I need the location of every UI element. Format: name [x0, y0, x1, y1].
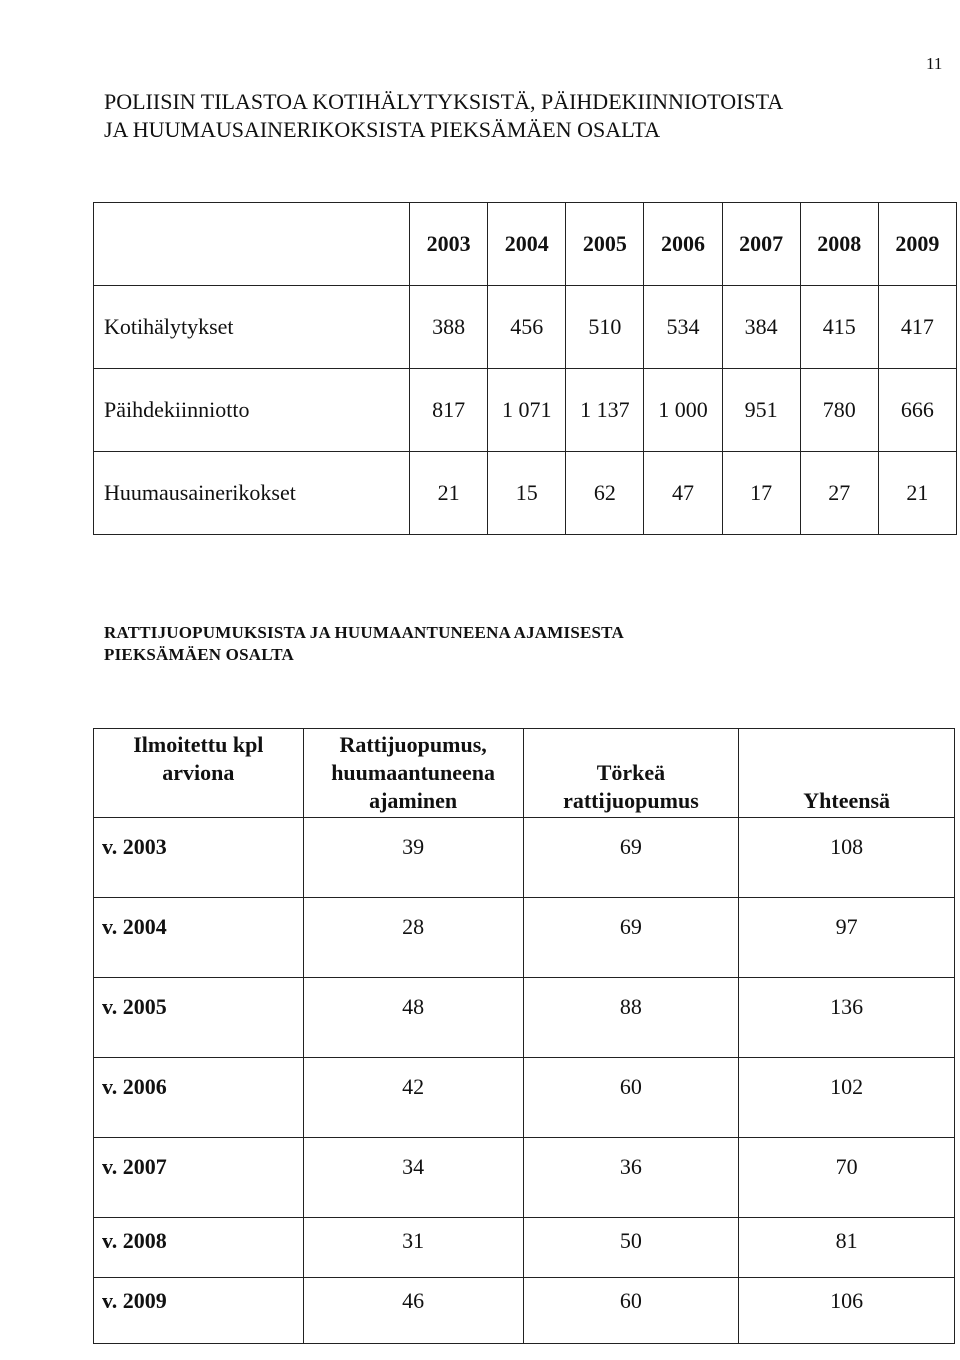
table-cell: 780 — [800, 369, 878, 452]
table-cell: 39 — [303, 818, 523, 898]
row-year: v. 2005 — [94, 978, 304, 1058]
table-cell: 1 000 — [644, 369, 722, 452]
table-header-row — [94, 729, 955, 818]
table-cell: 50 — [523, 1218, 739, 1278]
page-number: 11 — [926, 54, 943, 73]
table-cell: 60 — [523, 1278, 739, 1344]
table-row — [94, 1058, 955, 1138]
table-row — [94, 1218, 955, 1278]
table-cell: 47 — [644, 452, 722, 535]
table-cell: 534 — [644, 286, 722, 369]
police-statistics-table — [93, 202, 957, 535]
table-cell: 62 — [566, 452, 644, 535]
table-cell: 81 — [739, 1218, 955, 1278]
year-header: 2009 — [878, 203, 956, 286]
table-cell: 28 — [303, 898, 523, 978]
table-header-row — [94, 203, 957, 286]
table-row — [94, 1138, 955, 1218]
header-text: Ilmoitettu kpl — [133, 732, 264, 757]
table-cell: 388 — [410, 286, 488, 369]
table-cell: 70 — [739, 1138, 955, 1218]
year-header: 2003 — [410, 203, 488, 286]
header-total: Yhteensä — [739, 729, 955, 818]
row-year: v. 2006 — [94, 1058, 304, 1138]
row-label: Huumausainerikokset — [94, 452, 410, 535]
row-label: Päihdekiinniotto — [94, 369, 410, 452]
row-year: v. 2003 — [94, 818, 304, 898]
table-cell: 106 — [739, 1278, 955, 1344]
table-cell: 17 — [722, 452, 800, 535]
table-cell: 136 — [739, 978, 955, 1058]
table-row — [94, 369, 957, 452]
table-cell: 42 — [303, 1058, 523, 1138]
header-text: Törkeä — [596, 760, 666, 785]
table-cell: 817 — [410, 369, 488, 452]
drunk-driving-table — [93, 728, 955, 1344]
table-cell: 102 — [739, 1058, 955, 1138]
table-cell: 666 — [878, 369, 956, 452]
table-row — [94, 978, 955, 1058]
row-year: v. 2007 — [94, 1138, 304, 1218]
subtitle-line-1: RATTIJUOPUMUKSISTA JA HUUMAANTUNEENA AJAMISESTA — [104, 623, 624, 642]
table-cell: 27 — [800, 452, 878, 535]
table-cell: 21 — [878, 452, 956, 535]
section-subtitle — [104, 622, 624, 666]
table-cell: 510 — [566, 286, 644, 369]
title-line-1: POLIISIN TILASTOA KOTIHÄLYTYKSISTÄ, PÄIHDEKIINNIOTOISTA — [104, 89, 784, 114]
table-cell: 21 — [410, 452, 488, 535]
header-text: Rattijuopumus, — [339, 732, 487, 757]
header-text: arviona — [162, 760, 235, 785]
header-reported-count — [94, 729, 304, 818]
table-row — [94, 818, 955, 898]
table-cell: 36 — [523, 1138, 739, 1218]
table-cell: 60 — [523, 1058, 739, 1138]
header-aggravated-drunk-driving — [523, 729, 739, 818]
header-text: ajaminen — [369, 788, 458, 813]
table-cell: 1 071 — [488, 369, 566, 452]
table-cell: 415 — [800, 286, 878, 369]
page-title — [104, 88, 783, 144]
table-row — [94, 898, 955, 978]
table-cell: 34 — [303, 1138, 523, 1218]
table-cell: 15 — [488, 452, 566, 535]
table-cell: 384 — [722, 286, 800, 369]
year-header: 2004 — [488, 203, 566, 286]
table-row — [94, 452, 957, 535]
row-year: v. 2004 — [94, 898, 304, 978]
year-header: 2008 — [800, 203, 878, 286]
year-header: 2007 — [722, 203, 800, 286]
year-header: 2005 — [566, 203, 644, 286]
title-line-2: JA HUUMAUSAINERIKOKSISTA PIEKSÄMÄEN OSALTA — [104, 117, 661, 142]
subtitle-line-2: PIEKSÄMÄEN OSALTA — [104, 645, 294, 664]
table-cell: 417 — [878, 286, 956, 369]
table-cell: 951 — [722, 369, 800, 452]
table-cell: 88 — [523, 978, 739, 1058]
table-cell: 69 — [523, 818, 739, 898]
row-label: Kotihälytykset — [94, 286, 410, 369]
table-cell: 97 — [739, 898, 955, 978]
table-cell: 108 — [739, 818, 955, 898]
year-header: 2006 — [644, 203, 722, 286]
table-cell: 69 — [523, 898, 739, 978]
table-cell: 31 — [303, 1218, 523, 1278]
table-row — [94, 286, 957, 369]
header-text: rattijuopumus — [563, 788, 699, 813]
row-year: v. 2009 — [94, 1278, 304, 1344]
table-header-empty-cell — [94, 203, 410, 286]
table-cell: 456 — [488, 286, 566, 369]
table-cell: 1 137 — [566, 369, 644, 452]
table-cell: 46 — [303, 1278, 523, 1344]
header-text: huumaantuneena — [331, 760, 496, 785]
header-drunk-driving — [303, 729, 523, 818]
table-row — [94, 1278, 955, 1344]
table-cell: 48 — [303, 978, 523, 1058]
row-year: v. 2008 — [94, 1218, 304, 1278]
